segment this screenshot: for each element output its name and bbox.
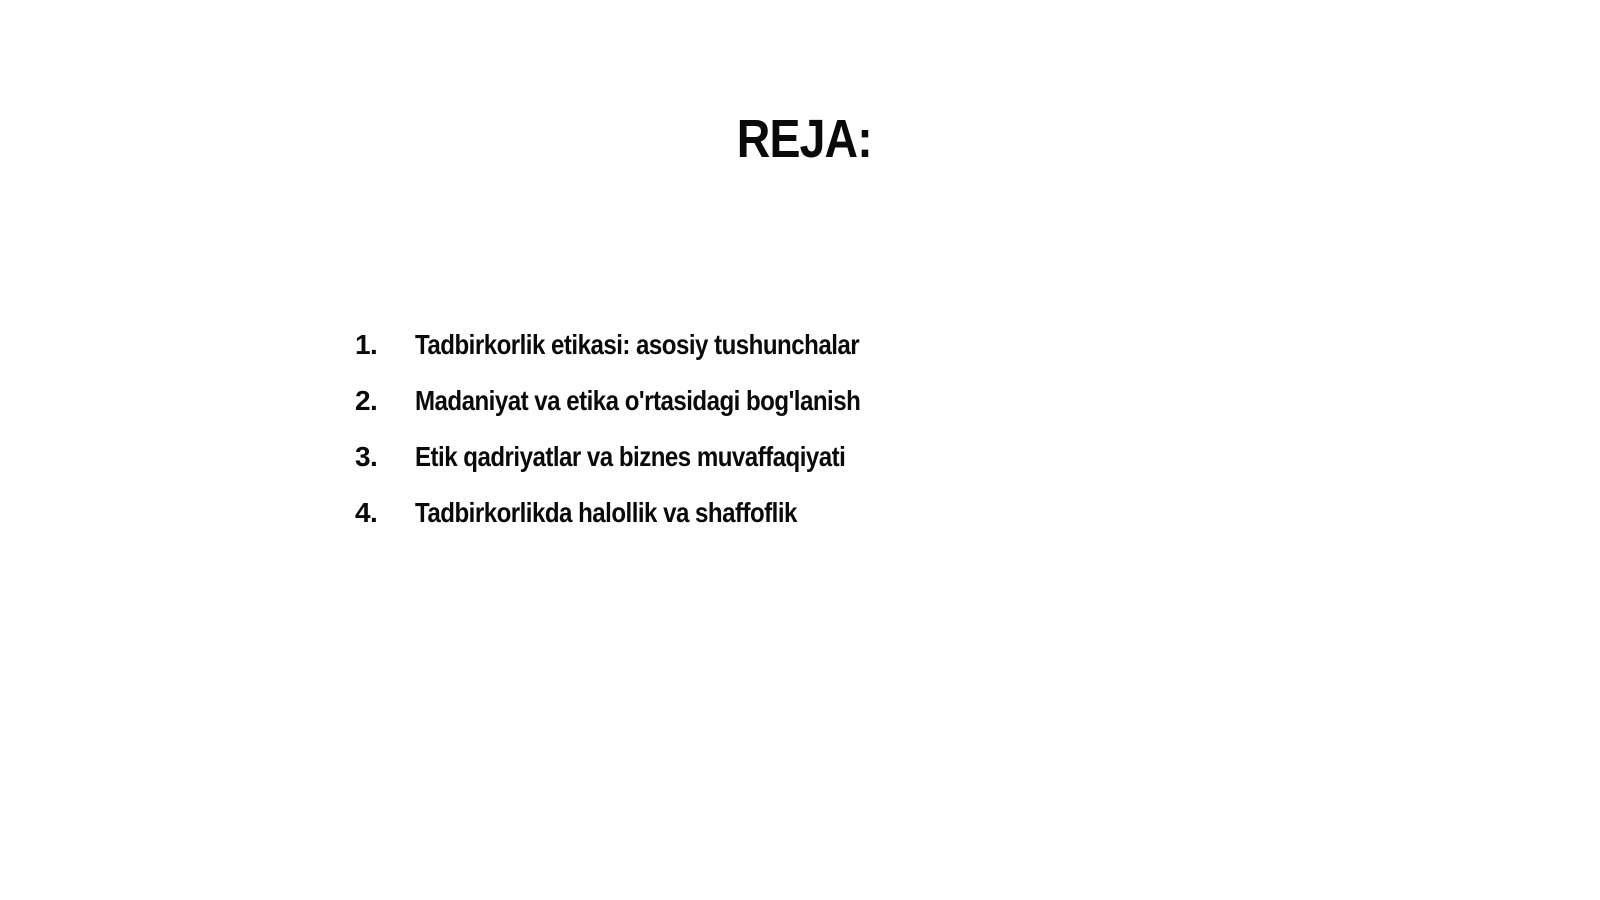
list-item-number: 1. [355, 329, 378, 360]
slide-title: REJA: [736, 109, 872, 169]
list-item [355, 385, 933, 441]
plan-list [355, 329, 933, 553]
list-item-text: Etik qadriyatlar va biznes muvaffaqiyati [415, 441, 846, 472]
list-item-text: Madaniyat va etika o'rtasidagi bog'lanish [415, 385, 861, 416]
list-item-number: 4. [355, 497, 378, 528]
list-item-text: Tadbirkorlik etikasi: asosiy tushunchalar [415, 329, 860, 360]
list-item [355, 329, 933, 385]
list-item-text: Tadbirkorlikda halollik va shaffoflik [415, 497, 797, 528]
list-item-number: 2. [355, 385, 378, 416]
list-item [355, 497, 933, 553]
list-item [355, 441, 933, 497]
list-item-number: 3. [355, 441, 378, 472]
